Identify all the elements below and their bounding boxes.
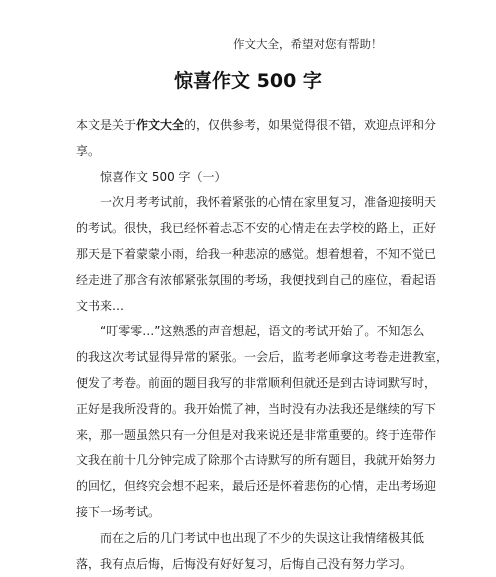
- paragraph-2-line: 文我在前十几分钟完成了除那个古诗默写的所有题目，我就开始努力: [76, 453, 437, 468]
- paragraph-2-line: “叮零零…”这熟悉的声音想起，语文的考试开始了。不知怎么: [100, 324, 425, 339]
- intro-keyword: 作文大全: [136, 118, 185, 132]
- intro-suffix: 的，仅供参考，如果觉得很不错，欢迎点评和分: [184, 118, 437, 132]
- paragraph-1-line: 的考试。很快，我已经怀着忐忑不安的心情走在去学校的路上，正好: [76, 221, 437, 236]
- paragraph-1-line: 那天是下着蒙蒙小雨，给我一种悲凉的感觉。想着想着，不知不觉已: [76, 246, 437, 261]
- paragraph-3-line: 落，我有点后悔，后悔没有好好复习，后悔自己没有努力学习。: [76, 556, 413, 571]
- intro-prefix: 本文是关于: [76, 118, 137, 132]
- paragraph-2-line: 便发了考卷。前面的题目我写的非常顺利但就还是到古诗词默写时，: [76, 375, 437, 390]
- paragraph-2-line: 的回忆，但终究会想不起来，最后还是怀着悲伤的心情，走出考场迎: [76, 479, 437, 494]
- section-heading: 惊喜作文 500 字（一）: [100, 169, 227, 184]
- intro-line-2: 享。: [76, 143, 101, 158]
- article-body: [76, 113, 449, 577]
- paragraph-3-line: 而在之后的几门考试中也出现了不少的失误这让我情绪极其低: [100, 530, 425, 545]
- paragraph-2-line: 正好是我所没背的。我开始慌了神，当时没有办法我还是继续的写下: [76, 401, 437, 416]
- paragraph-2-line: 的我这次考试显得异常的紧张。一会后，监考老师拿这考卷走进教室，: [76, 350, 449, 365]
- paragraph-1-line: 一次月考考试前，我怀着紧张的心情在家里复习，准备迎接明天: [100, 195, 437, 210]
- page-title: 惊喜作文 500 字: [174, 70, 322, 92]
- paragraph-2-line: 来，那一题虽然只有一分但是对我来说还是非常重要的。终于连带作: [76, 427, 437, 442]
- paragraph-2-line: 接下一场考试。: [76, 504, 161, 519]
- paragraph-1-line: 经走进了那含有浓郁紧张氛围的考场，我便找到自己的座位，看起语: [76, 272, 437, 287]
- paragraph-1-line: 文书来…: [76, 298, 125, 313]
- intro-line-1: [76, 113, 437, 139]
- header-note: 作文大全，希望对您有帮助！: [233, 37, 383, 51]
